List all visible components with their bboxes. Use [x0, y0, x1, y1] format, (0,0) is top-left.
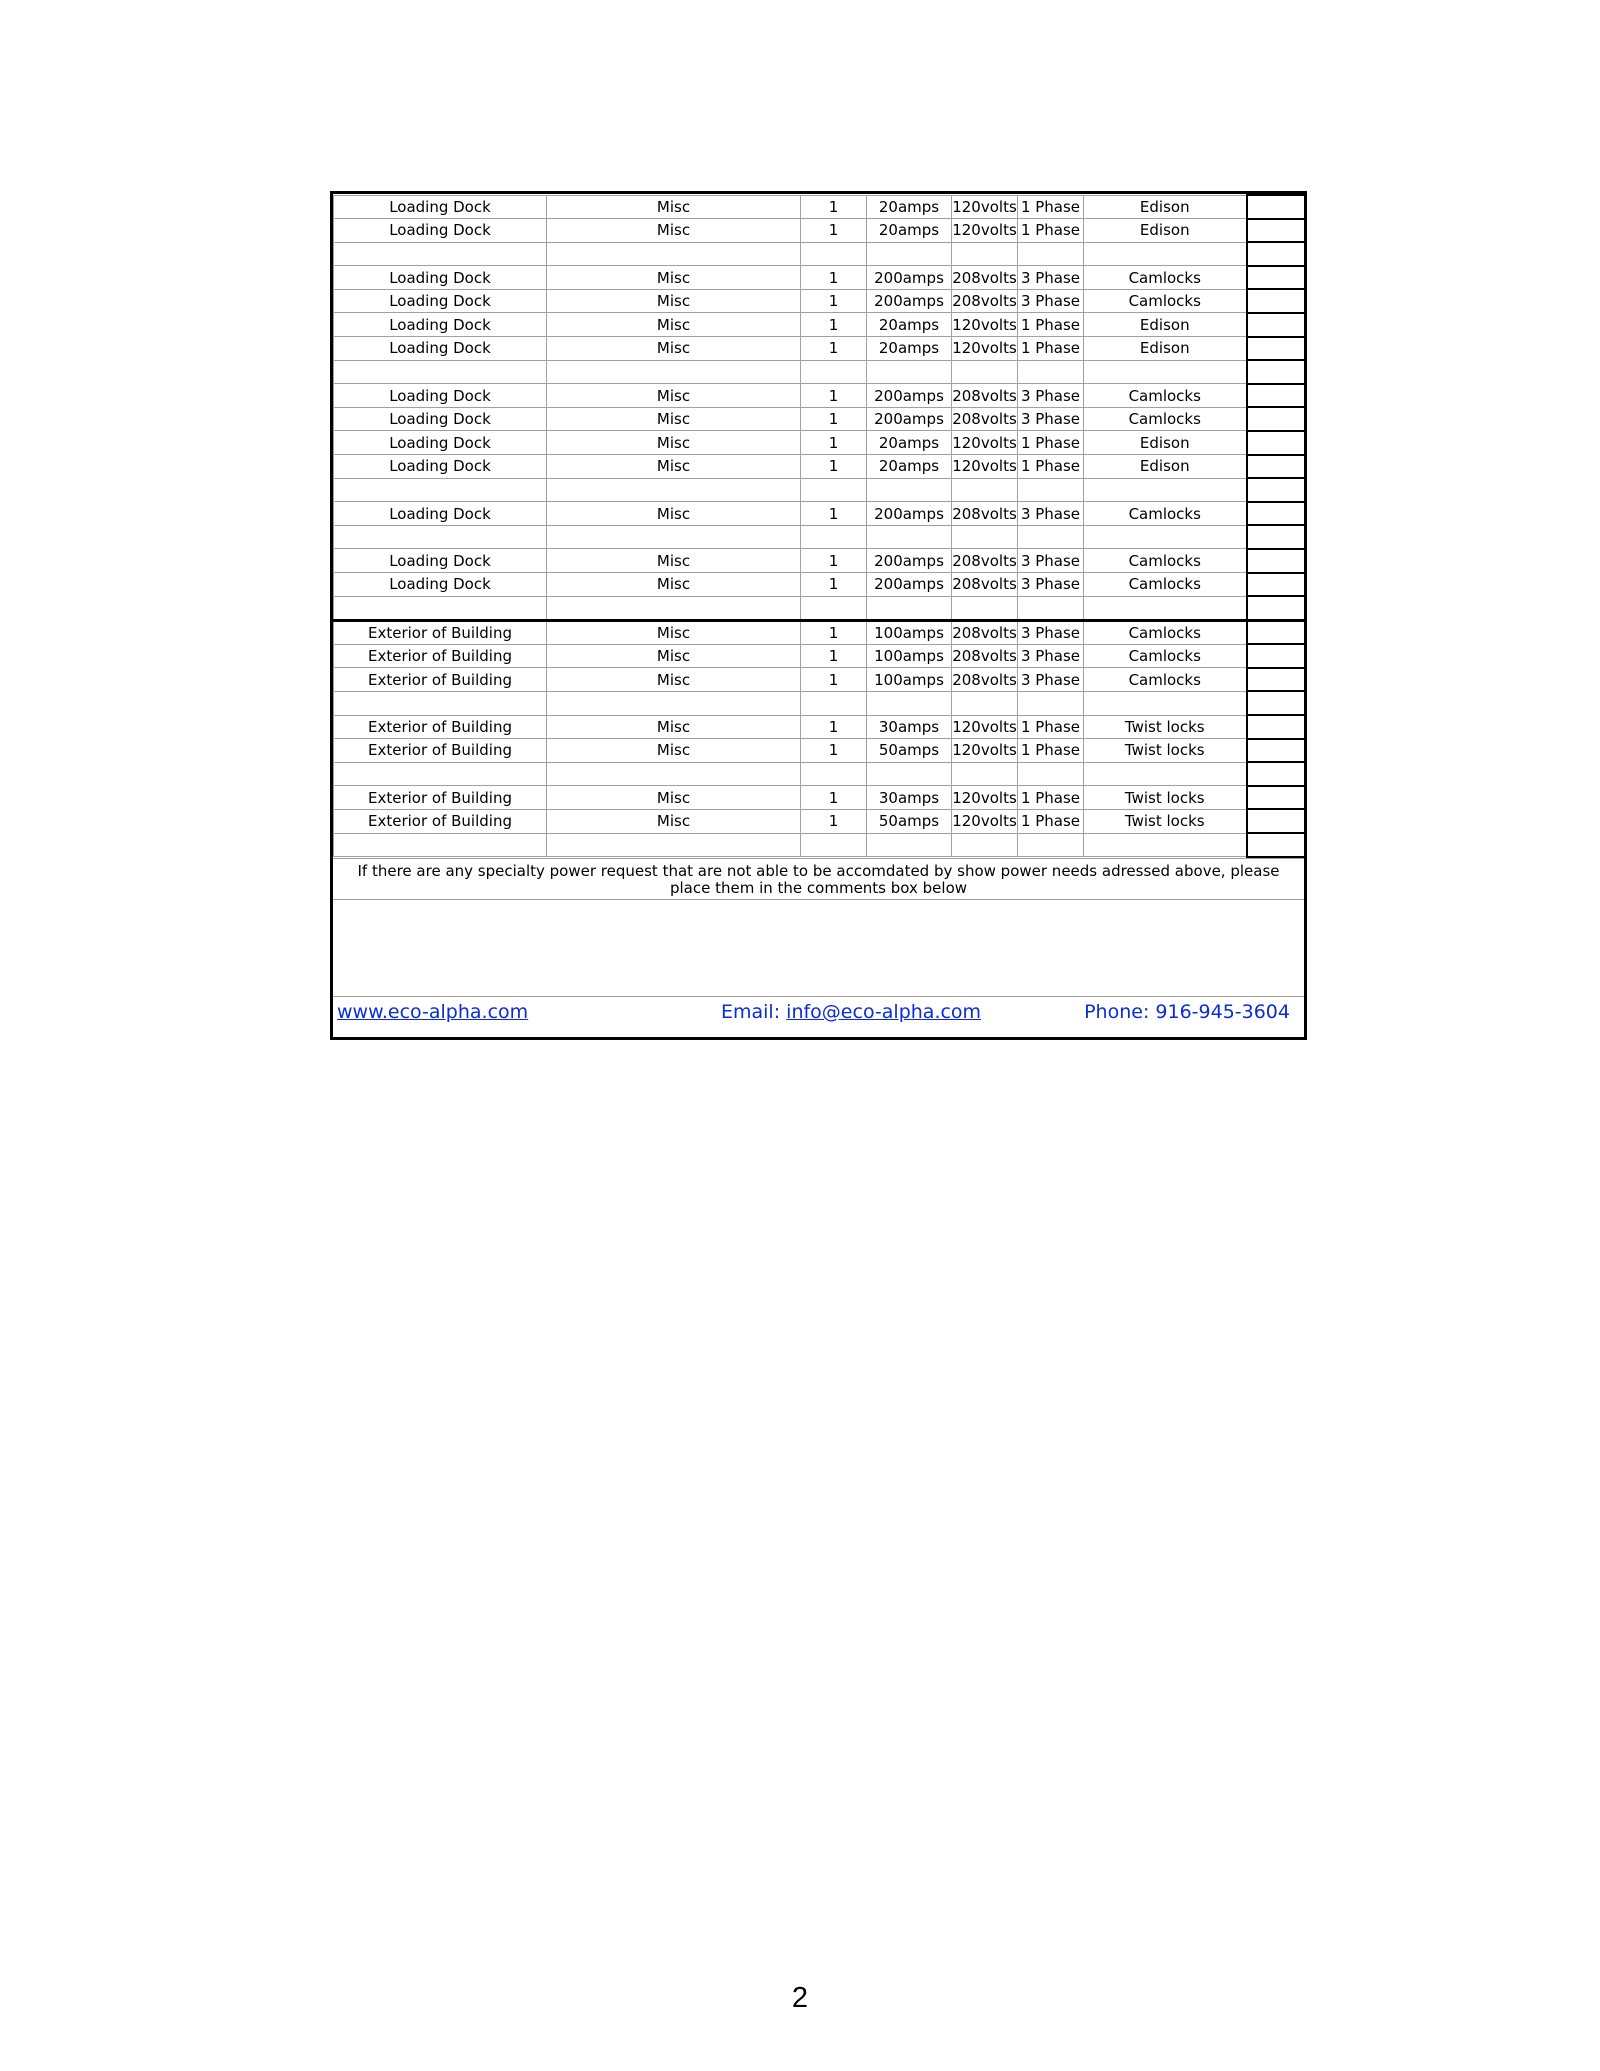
cell-location: Loading Dock — [334, 195, 547, 219]
cell-quantity: 1 — [801, 407, 867, 431]
cell-type: Misc — [547, 715, 801, 739]
table-row — [334, 195, 1305, 219]
cell-location: Loading Dock — [334, 313, 547, 337]
cell-volts: 208volts — [952, 644, 1018, 668]
cell-phase — [1018, 478, 1084, 502]
cell-check-box[interactable] — [1247, 573, 1305, 597]
cell-volts — [952, 596, 1018, 620]
cell-type — [547, 360, 801, 384]
cell-check-box[interactable] — [1247, 644, 1305, 668]
table-row — [334, 691, 1305, 715]
cell-volts: 208volts — [952, 384, 1018, 408]
cell-check-box[interactable] — [1247, 195, 1305, 219]
cell-connector: Twist locks — [1084, 809, 1247, 833]
cell-quantity: 1 — [801, 502, 867, 526]
cell-phase: 1 Phase — [1018, 337, 1084, 361]
cell-connector — [1084, 691, 1247, 715]
cell-amps: 200amps — [867, 407, 952, 431]
email-link[interactable]: info@eco-alpha.com — [786, 1000, 982, 1023]
cell-phase: 3 Phase — [1018, 502, 1084, 526]
cell-amps: 20amps — [867, 195, 952, 219]
cell-location — [334, 525, 547, 549]
table-row — [334, 242, 1305, 266]
table-row — [334, 739, 1305, 763]
cell-connector: Twist locks — [1084, 715, 1247, 739]
cell-quantity: 1 — [801, 337, 867, 361]
cell-connector: Camlocks — [1084, 502, 1247, 526]
cell-volts: 208volts — [952, 266, 1018, 290]
cell-quantity — [801, 360, 867, 384]
table-row — [334, 289, 1305, 313]
cell-location: Exterior of Building — [334, 620, 547, 644]
cell-check-box[interactable] — [1247, 809, 1305, 833]
cell-amps: 200amps — [867, 573, 952, 597]
table-row — [334, 715, 1305, 739]
cell-location: Loading Dock — [334, 549, 547, 573]
cell-amps: 20amps — [867, 313, 952, 337]
cell-connector — [1084, 596, 1247, 620]
website-link[interactable]: www.eco-alpha.com — [337, 1000, 529, 1023]
table-row — [334, 384, 1305, 408]
cell-location — [334, 360, 547, 384]
cell-type: Misc — [547, 549, 801, 573]
cell-type — [547, 691, 801, 715]
cell-volts — [952, 525, 1018, 549]
cell-volts — [952, 833, 1018, 857]
cell-connector: Camlocks — [1084, 266, 1247, 290]
cell-amps: 20amps — [867, 455, 952, 479]
cell-volts: 120volts — [952, 431, 1018, 455]
cell-quantity: 1 — [801, 668, 867, 692]
cell-volts: 208volts — [952, 502, 1018, 526]
cell-type: Misc — [547, 313, 801, 337]
cell-quantity: 1 — [801, 573, 867, 597]
cell-type: Misc — [547, 384, 801, 408]
table-row — [334, 313, 1305, 337]
cell-type — [547, 762, 801, 786]
cell-phase: 3 Phase — [1018, 407, 1084, 431]
cell-connector — [1084, 360, 1247, 384]
cell-quantity: 1 — [801, 431, 867, 455]
cell-location — [334, 596, 547, 620]
cell-phase: 3 Phase — [1018, 266, 1084, 290]
cell-amps: 100amps — [867, 644, 952, 668]
cell-type: Misc — [547, 809, 801, 833]
cell-check-box[interactable] — [1247, 289, 1305, 313]
cell-location: Loading Dock — [334, 502, 547, 526]
cell-location: Loading Dock — [334, 407, 547, 431]
table-row — [334, 266, 1305, 290]
cell-phase: 3 Phase — [1018, 620, 1084, 644]
cell-connector: Camlocks — [1084, 668, 1247, 692]
cell-check-box[interactable] — [1247, 596, 1305, 620]
table-row — [334, 762, 1305, 786]
table-row — [334, 407, 1305, 431]
page-number: 2 — [791, 1982, 809, 2014]
cell-type: Misc — [547, 195, 801, 219]
cell-type — [547, 833, 801, 857]
cell-connector: Camlocks — [1084, 384, 1247, 408]
cell-quantity: 1 — [801, 195, 867, 219]
cell-amps — [867, 596, 952, 620]
cell-volts: 208volts — [952, 289, 1018, 313]
table-body — [334, 195, 1305, 857]
cell-amps — [867, 242, 952, 266]
cell-connector — [1084, 478, 1247, 502]
cell-connector: Twist locks — [1084, 786, 1247, 810]
cell-quantity: 1 — [801, 289, 867, 313]
table-row — [334, 431, 1305, 455]
cell-location: Exterior of Building — [334, 715, 547, 739]
table-row — [334, 502, 1305, 526]
cell-amps: 100amps — [867, 668, 952, 692]
cell-check-box[interactable] — [1247, 266, 1305, 290]
cell-check-box[interactable] — [1247, 384, 1305, 408]
cell-quantity: 1 — [801, 384, 867, 408]
cell-amps: 30amps — [867, 715, 952, 739]
cell-connector — [1084, 833, 1247, 857]
cell-volts: 208volts — [952, 573, 1018, 597]
cell-amps: 20amps — [867, 337, 952, 361]
cell-phase: 1 Phase — [1018, 739, 1084, 763]
cell-phase — [1018, 762, 1084, 786]
cell-check-box[interactable] — [1247, 242, 1305, 266]
power-table — [333, 194, 1306, 858]
cell-quantity: 1 — [801, 620, 867, 644]
cell-connector — [1084, 762, 1247, 786]
cell-quantity — [801, 762, 867, 786]
cell-location: Loading Dock — [334, 455, 547, 479]
cell-phase: 3 Phase — [1018, 668, 1084, 692]
cell-volts: 120volts — [952, 195, 1018, 219]
cell-location: Exterior of Building — [334, 739, 547, 763]
cell-type: Misc — [547, 455, 801, 479]
cell-volts: 120volts — [952, 715, 1018, 739]
cell-check-box[interactable] — [1247, 549, 1305, 573]
cell-check-box[interactable] — [1247, 691, 1305, 715]
cell-connector: Camlocks — [1084, 573, 1247, 597]
cell-quantity — [801, 691, 867, 715]
cell-quantity: 1 — [801, 739, 867, 763]
table-row — [334, 833, 1305, 857]
cell-check-box[interactable] — [1247, 431, 1305, 455]
cell-quantity — [801, 242, 867, 266]
cell-amps — [867, 360, 952, 384]
cell-type: Misc — [547, 407, 801, 431]
cell-amps: 200amps — [867, 266, 952, 290]
cell-location — [334, 691, 547, 715]
cell-location: Exterior of Building — [334, 644, 547, 668]
cell-phase: 3 Phase — [1018, 384, 1084, 408]
cell-volts — [952, 360, 1018, 384]
cell-volts: 120volts — [952, 313, 1018, 337]
cell-phase: 1 Phase — [1018, 219, 1084, 243]
cell-connector — [1084, 525, 1247, 549]
cell-check-box[interactable] — [1247, 668, 1305, 692]
cell-amps — [867, 833, 952, 857]
email-label: Email: — [721, 1000, 781, 1023]
cell-phase: 3 Phase — [1018, 549, 1084, 573]
cell-location — [334, 762, 547, 786]
cell-check-box[interactable] — [1247, 478, 1305, 502]
cell-volts: 120volts — [952, 219, 1018, 243]
cell-location — [334, 478, 547, 502]
table-row — [334, 455, 1305, 479]
cell-volts: 120volts — [952, 739, 1018, 763]
cell-quantity: 1 — [801, 644, 867, 668]
table-row — [334, 219, 1305, 243]
cell-amps: 200amps — [867, 502, 952, 526]
cell-quantity: 1 — [801, 455, 867, 479]
cell-location: Loading Dock — [334, 431, 547, 455]
table-row — [334, 596, 1305, 620]
cell-connector: Camlocks — [1084, 620, 1247, 644]
cell-type — [547, 478, 801, 502]
cell-phase: 3 Phase — [1018, 644, 1084, 668]
cell-quantity: 1 — [801, 786, 867, 810]
cell-quantity — [801, 833, 867, 857]
cell-phase: 1 Phase — [1018, 786, 1084, 810]
cell-volts — [952, 691, 1018, 715]
cell-type: Misc — [547, 644, 801, 668]
cell-amps: 50amps — [867, 739, 952, 763]
cell-check-box[interactable] — [1247, 525, 1305, 549]
cell-amps: 20amps — [867, 219, 952, 243]
cell-quantity — [801, 478, 867, 502]
cell-check-box[interactable] — [1247, 407, 1305, 431]
cell-quantity: 1 — [801, 549, 867, 573]
cell-amps: 200amps — [867, 384, 952, 408]
table-row — [334, 525, 1305, 549]
cell-location: Loading Dock — [334, 266, 547, 290]
cell-connector — [1084, 242, 1247, 266]
cell-volts: 208volts — [952, 668, 1018, 692]
cell-phase — [1018, 360, 1084, 384]
table-row — [334, 809, 1305, 833]
cell-amps — [867, 691, 952, 715]
table-row — [334, 668, 1305, 692]
special-request-note: If there are any specialty power request that are not able to be accomdated by show power needs adressed above, please place them in the comments box below — [333, 858, 1304, 900]
cell-volts: 120volts — [952, 337, 1018, 361]
cell-amps — [867, 478, 952, 502]
cell-location: Loading Dock — [334, 384, 547, 408]
cell-check-box[interactable] — [1247, 313, 1305, 337]
cell-location: Loading Dock — [334, 573, 547, 597]
power-request-sheet — [330, 191, 1307, 1040]
cell-check-box[interactable] — [1247, 762, 1305, 786]
cell-connector: Edison — [1084, 455, 1247, 479]
cell-phase: 3 Phase — [1018, 573, 1084, 597]
cell-connector: Edison — [1084, 219, 1247, 243]
cell-check-box[interactable] — [1247, 620, 1305, 644]
table-row — [334, 337, 1305, 361]
cell-connector: Edison — [1084, 337, 1247, 361]
cell-phase — [1018, 691, 1084, 715]
cell-amps: 200amps — [867, 289, 952, 313]
cell-quantity: 1 — [801, 715, 867, 739]
cell-connector: Camlocks — [1084, 549, 1247, 573]
cell-check-box[interactable] — [1247, 833, 1305, 857]
cell-check-box[interactable] — [1247, 786, 1305, 810]
cell-type: Misc — [547, 502, 801, 526]
cell-phase — [1018, 596, 1084, 620]
cell-check-box[interactable] — [1247, 502, 1305, 526]
cell-phase: 1 Phase — [1018, 715, 1084, 739]
cell-amps: 20amps — [867, 431, 952, 455]
cell-volts — [952, 762, 1018, 786]
cell-volts: 120volts — [952, 786, 1018, 810]
cell-quantity — [801, 525, 867, 549]
cell-type: Misc — [547, 219, 801, 243]
cell-type — [547, 525, 801, 549]
table-row — [334, 478, 1305, 502]
cell-volts: 120volts — [952, 809, 1018, 833]
cell-phase: 1 Phase — [1018, 455, 1084, 479]
cell-connector: Camlocks — [1084, 407, 1247, 431]
cell-amps: 200amps — [867, 549, 952, 573]
cell-volts: 208volts — [952, 549, 1018, 573]
cell-location: Exterior of Building — [334, 809, 547, 833]
cell-volts — [952, 478, 1018, 502]
cell-amps — [867, 525, 952, 549]
cell-connector: Edison — [1084, 195, 1247, 219]
cell-phase — [1018, 525, 1084, 549]
cell-location: Loading Dock — [334, 289, 547, 313]
cell-phase: 1 Phase — [1018, 313, 1084, 337]
cell-quantity: 1 — [801, 809, 867, 833]
cell-type: Misc — [547, 337, 801, 361]
cell-connector: Camlocks — [1084, 644, 1247, 668]
cell-type — [547, 242, 801, 266]
cell-volts — [952, 242, 1018, 266]
cell-amps: 50amps — [867, 809, 952, 833]
cell-volts: 208volts — [952, 407, 1018, 431]
cell-check-box[interactable] — [1247, 337, 1305, 361]
cell-quantity: 1 — [801, 313, 867, 337]
table-row — [334, 644, 1305, 668]
cell-location — [334, 833, 547, 857]
cell-phase: 1 Phase — [1018, 431, 1084, 455]
cell-amps: 30amps — [867, 786, 952, 810]
table-row — [334, 549, 1305, 573]
table-row — [334, 620, 1305, 644]
table-row — [334, 360, 1305, 384]
cell-type: Misc — [547, 573, 801, 597]
cell-check-box[interactable] — [1247, 739, 1305, 763]
comments-box[interactable] — [333, 900, 1304, 997]
cell-type: Misc — [547, 266, 801, 290]
cell-amps — [867, 762, 952, 786]
table-row — [334, 573, 1305, 597]
cell-location: Loading Dock — [334, 337, 547, 361]
cell-connector: Edison — [1084, 431, 1247, 455]
cell-phase: 3 Phase — [1018, 289, 1084, 313]
cell-check-box[interactable] — [1247, 455, 1305, 479]
cell-connector: Twist locks — [1084, 739, 1247, 763]
cell-type — [547, 596, 801, 620]
cell-volts: 120volts — [952, 455, 1018, 479]
email-contact — [721, 1001, 981, 1023]
cell-type: Misc — [547, 431, 801, 455]
cell-location — [334, 242, 547, 266]
cell-phase: 1 Phase — [1018, 195, 1084, 219]
cell-amps: 100amps — [867, 620, 952, 644]
cell-type: Misc — [547, 289, 801, 313]
table-row — [334, 786, 1305, 810]
cell-check-box[interactable] — [1247, 360, 1305, 384]
phone-number: Phone: 916-945-3604 — [1084, 1000, 1290, 1023]
cell-check-box[interactable] — [1247, 219, 1305, 243]
cell-type: Misc — [547, 668, 801, 692]
contact-footer — [333, 997, 1304, 1037]
cell-phase: 1 Phase — [1018, 809, 1084, 833]
cell-location: Exterior of Building — [334, 668, 547, 692]
cell-location: Exterior of Building — [334, 786, 547, 810]
cell-phase — [1018, 833, 1084, 857]
cell-type: Misc — [547, 786, 801, 810]
cell-connector: Edison — [1084, 313, 1247, 337]
cell-volts: 208volts — [952, 620, 1018, 644]
cell-location: Loading Dock — [334, 219, 547, 243]
cell-quantity: 1 — [801, 219, 867, 243]
cell-check-box[interactable] — [1247, 715, 1305, 739]
cell-quantity: 1 — [801, 266, 867, 290]
cell-connector: Camlocks — [1084, 289, 1247, 313]
cell-type: Misc — [547, 620, 801, 644]
cell-quantity — [801, 596, 867, 620]
cell-type: Misc — [547, 739, 801, 763]
cell-phase — [1018, 242, 1084, 266]
